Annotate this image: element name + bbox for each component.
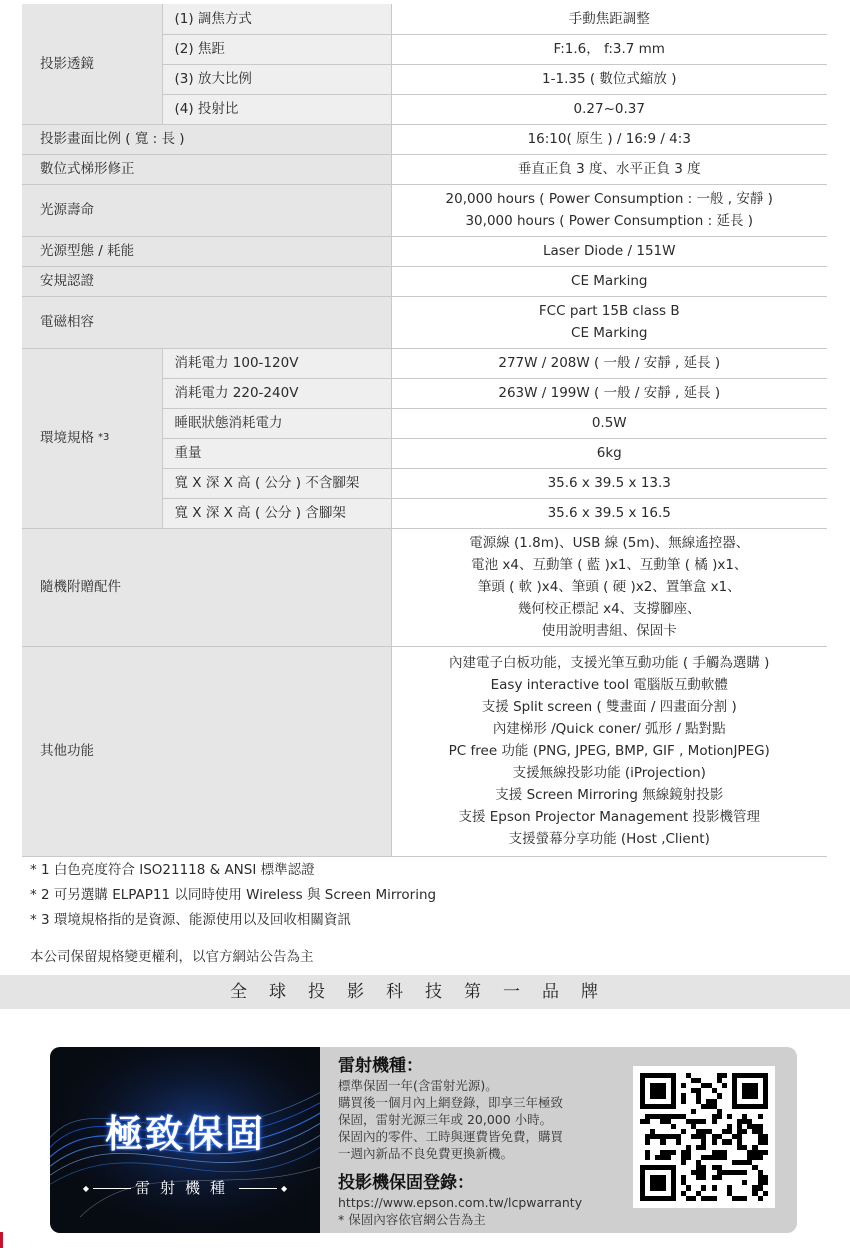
spec-value-line: 支援 Screen Mirroring 無線鏡射投影 [495,787,724,803]
spec-value-line: CE Marking [571,325,648,341]
spec-value-line: 35.6 x 39.5 x 16.5 [547,505,671,521]
spec-value-line: 0.5W [591,415,627,431]
spec-value-line: 30,000 hours ( Power Consumption : 延長 ) [465,213,754,229]
spec-value-line: 支援螢幕分享功能 (Host ,Client) [508,831,710,847]
spec-value-line: 35.6 x 39.5 x 13.3 [547,475,671,491]
spec-value-line: 263W / 199W ( 一般 / 安靜 , 延長 ) [498,385,721,401]
spec-value [391,528,827,646]
laser-line: 一週內新品不良免費更換新機。 [338,1146,514,1161]
spec-category: 安規認證 [22,266,391,296]
spec-value-line: 電池 x4、互動筆 ( 藍 )x1、互動筆 ( 橘 )x1、 [471,557,748,573]
spec-category: 投影畫面比例 ( 寬 : 長 ) [22,124,391,154]
banner-title: 極致保固 [104,1111,265,1156]
footnote: * 1 白色亮度符合 ISO21118 & ANSI 標準認證 [30,862,315,878]
register-url[interactable]: https://www.epson.com.tw/lcpwarranty [338,1195,583,1210]
spec-value-line: 幾何校正標記 x4、支撐腳座、 [517,601,701,617]
warranty-card [50,1047,797,1233]
spec-value [391,34,827,64]
spec-value [391,64,827,94]
edge-mark [0,1232,3,1248]
spec-subitem: 消耗電力 100-120V [162,348,391,378]
diamond-icon: ◆ [82,1184,89,1193]
divider [239,1188,277,1189]
spec-value-line: 支援無線投影功能 (iProjection) [512,765,706,781]
spec-subitem: 睡眠狀態消耗電力 [162,408,391,438]
qr-code-pattern [640,1073,768,1201]
spec-value [391,184,827,236]
banner-subtitle-row [50,1177,320,1198]
spec-category-label: 環境規格 [40,430,94,446]
table-row [22,184,827,236]
spec-value-line: 支援 Split screen ( 雙畫面 / 四畫面分割 ) [481,699,737,715]
divider [93,1188,131,1189]
spec-value-line: 使用說明書組、保固卡 [541,623,677,639]
spec-category: 隨機附贈配件 [22,528,391,646]
laser-line: 保固，雷射光源三年或 20,000 小時。 [338,1112,553,1127]
spec-value [391,646,827,856]
spec-value [391,236,827,266]
spec-subitem: 寬 X 深 X 高 ( 公分 ) 含腳架 [162,498,391,528]
spec-subitem: 重量 [162,438,391,468]
spec-value [391,296,827,348]
spec-value-line: 20,000 hours ( Power Consumption : 一般 , 安靜 ) [445,191,773,207]
laser-line: 保固內的零件、工時與運費皆免費，購買 [338,1129,564,1144]
table-row [22,154,827,184]
table-row [22,348,827,378]
spec-value [391,94,827,124]
qr-module [763,1196,768,1201]
register-heading: 投影機保固登錄： [338,1173,474,1193]
spec-value [391,468,827,498]
spec-value-line: Easy interactive tool 電腦版互動軟體 [490,677,728,693]
spec-value-line: 1-1.35 ( 數位式縮放 ) [542,71,677,87]
spec-value-line: 手動焦距調整 [568,10,650,27]
table-row [22,124,827,154]
slogan-bar: 全球投影科技第一品牌 [0,975,850,1009]
spec-value [391,408,827,438]
table-row [22,236,827,266]
copyright-note: 本公司保留規格變更權利，以官方網站公告為主 [30,949,314,965]
laser-line: 標準保固一年(含雷射光源)。 [338,1078,498,1093]
spec-category [22,348,162,528]
banner-subtitle: 雷射機種 [134,1179,235,1197]
table-row [22,528,827,646]
spec-value-line: 垂直正負 3 度、水平正負 3 度 [517,161,701,177]
spec-value-line: 內建梯形 /Quick coner/ 弧形 / 點對點 [492,721,726,737]
footnote: * 3 環境規格指的是資源、能源使用以及回收相關資訊 [30,912,351,928]
spec-value-line: 16:10( 原生 ) / 16:9 / 4:3 [527,131,691,147]
spec-value-line: CE Marking [571,273,648,289]
spec-value [391,498,827,528]
spec-subitem: (1) 調焦方式 [162,4,391,34]
spec-value-line: F:1.6， f:3.7 mm [553,41,665,57]
footnotes [30,858,436,970]
spec-value-line: 支援 Epson Projector Management 投影機管理 [458,809,761,825]
spec-subitem: (4) 投射比 [162,94,391,124]
spec-category: 光源壽命 [22,184,391,236]
spec-subitem: 消耗電力 220-240V [162,378,391,408]
spec-category: 數位式梯形修正 [22,154,391,184]
qr-code[interactable] [633,1066,775,1208]
spec-value [391,124,827,154]
spec-value [391,348,827,378]
spec-category: 電磁相容 [22,296,391,348]
spec-value-line: PC free 功能 (PNG, JPEG, BMP, GIF , MotionJPEG) [448,743,770,759]
spec-category: 其他功能 [22,646,391,856]
spec-category: 光源型態 / 耗能 [22,236,391,266]
spec-value-line: Laser Diode / 151W [542,243,676,259]
spec-value-line: 筆頭 ( 軟 )x4、筆頭 ( 硬 )x2、置筆盒 x1、 [477,579,741,595]
table-row [22,4,827,34]
spec-subitem: 寬 X 深 X 高 ( 公分 ) 不含腳架 [162,468,391,498]
spec-value [391,154,827,184]
spec-value-line: 277W / 208W ( 一般 / 安靜 , 延長 ) [498,355,721,371]
spec-subitem: (3) 放大比例 [162,64,391,94]
footnote-ref: *3 [98,432,110,443]
laser-line: 購買後一個月內上網登錄，即享三年極致 [338,1095,564,1110]
spec-value [391,266,827,296]
spec-value [391,378,827,408]
table-row [22,266,827,296]
footnote: * 2 可另選購 ELPAP11 以同時使用 Wireless 與 Screen Mirroring [30,887,437,903]
spec-value-line: FCC part 15B class B [538,303,680,319]
spec-value-line: 電源線 (1.8m)、USB 線 (5m)、無線遙控器、 [469,535,750,551]
spec-value-line: 6kg [596,445,622,461]
spec-value-line: 內建電子白板功能，支援光筆互動功能 ( 手觸為選購 ) [449,655,770,671]
table-row [22,646,827,856]
spec-value-line: 0.27~0.37 [573,101,645,117]
diamond-icon: ◆ [281,1184,288,1193]
spec-category: 投影透鏡 [22,4,162,124]
table-row [22,296,827,348]
spec-value [391,4,827,34]
laser-heading: 雷射機種： [338,1056,423,1076]
spec-table [22,4,827,857]
spec-subitem: (2) 焦距 [162,34,391,64]
warranty-info [338,1055,638,1228]
warranty-banner [50,1047,320,1233]
register-note: * 保固內容依官網公告為主 [338,1212,486,1227]
spec-value [391,438,827,468]
